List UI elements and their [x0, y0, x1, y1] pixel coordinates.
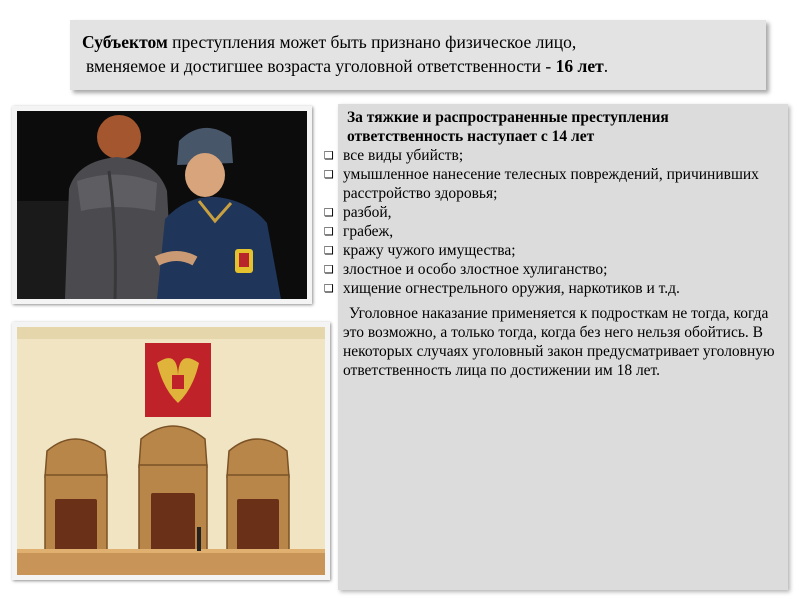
list-item	[324, 146, 780, 165]
list-item	[324, 260, 780, 279]
title-text-1: преступления может быть признано физическое лицо,	[167, 32, 577, 52]
list-item-text: все виды убийств;	[343, 147, 464, 164]
title-line-2	[82, 54, 756, 78]
checkbox-bullet-icon: ❑	[324, 282, 334, 295]
title-bold-age: 16 лет	[555, 56, 604, 76]
list-item	[324, 222, 780, 241]
list-item-text: хищение огнестрельного оружия, наркотиков и т.д.	[343, 280, 680, 297]
list-item-text: кражу чужого имущества;	[343, 242, 516, 259]
checkbox-bullet-icon: ❑	[324, 149, 334, 162]
courtroom-photo	[12, 322, 330, 580]
list-item	[324, 165, 780, 203]
info-panel	[324, 104, 788, 590]
info-paragraph: Уголовное наказание применяется к подросткам не тогда, когда это возможно, а только тогда, когда без него нельзя обойтись. В некоторых случаях уголовный закон предусматривает уголовную ответственность лица по достижении им 18 лет.	[343, 305, 775, 379]
checkbox-bullet-icon: ❑	[324, 206, 334, 219]
title-tail: .	[603, 56, 609, 76]
list-item	[324, 241, 780, 260]
list-item-text: злостное и особо злостное хулиганство;	[343, 261, 608, 278]
crime-list	[324, 146, 780, 298]
police-officer-detaining-youth-photo-icon	[17, 111, 307, 299]
slide-title	[70, 20, 766, 90]
checkbox-bullet-icon: ❑	[324, 244, 334, 257]
courtroom-judges-chairs-photo-icon	[17, 327, 325, 575]
list-item-text: разбой,	[343, 204, 392, 221]
checkbox-bullet-icon: ❑	[324, 263, 334, 276]
info-heading: За тяжкие и распространенные преступления ответственность наступает с 14 лет	[347, 109, 669, 145]
police-photo	[12, 106, 312, 304]
checkbox-bullet-icon: ❑	[324, 168, 334, 181]
list-item	[324, 279, 780, 298]
list-item-text: грабеж,	[343, 223, 394, 240]
list-item-text: умышленное нанесение телесных повреждений, причинивших расстройство здоровья;	[343, 166, 759, 202]
title-bold-lead: Субъектом	[82, 32, 168, 52]
list-item	[324, 203, 780, 222]
title-text-2: вменяемое и достигшее возраста уголовной ответственности -	[86, 56, 556, 76]
checkbox-bullet-icon: ❑	[324, 225, 334, 238]
